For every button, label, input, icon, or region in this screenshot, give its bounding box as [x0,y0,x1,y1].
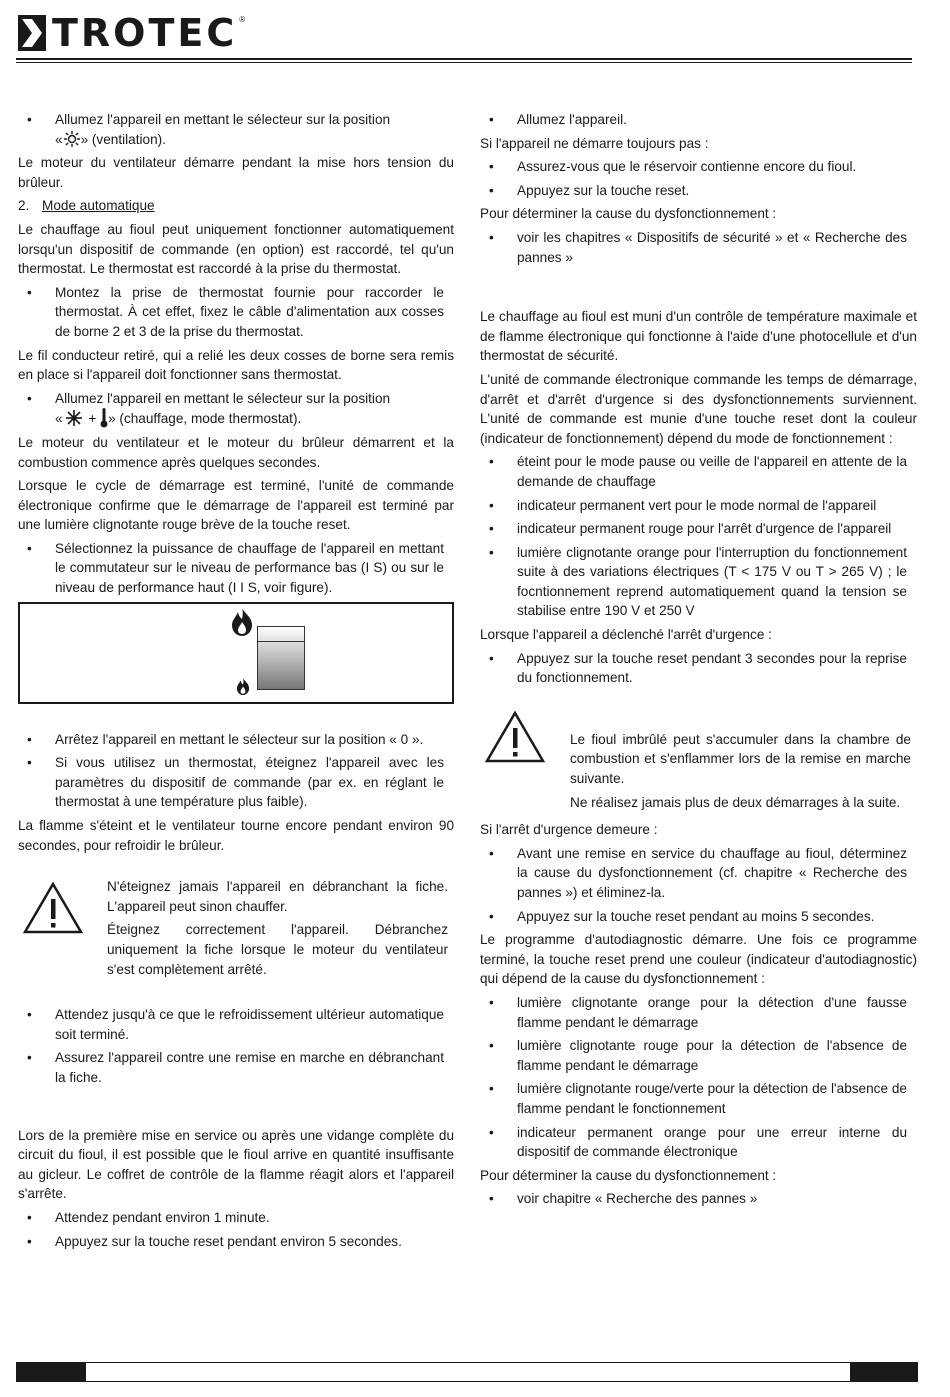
warning-block: Le fioul imbrûlé peut s'accumuler dans la chambre de combustion et s'enflammer lors de la remise en marche suivante. Ne réalisez jamais plus de deux démarrages à la suite. [480,706,917,812]
header-rule [16,58,912,60]
list-item: • Avant une remise en service du chauffage au fioul, déterminez la cause du dysfonctionnement (cf. chapitre « Recherche des pannes ») et éliminez-la. [489,845,907,900]
list-item: • Appuyez sur la touche reset pendant environ 5 secondes. [27,1233,402,1249]
trotec-logo [18,11,246,55]
flame-icon [231,608,253,636]
list-item: • Allumez l'appareil. [489,112,627,127]
list-item: • indicateur permanent rouge pour l'arrêt d'urgence de l'appareil [489,521,892,537]
list-item: • indicateur permanent orange pour une erreur interne du dispositif de commande électronique [489,1124,907,1160]
paragraph: Le moteur du ventilateur et le moteur du brûleur démarrent et la combustion commence après quelques secondes. [18,434,454,470]
performance-switch [257,626,305,690]
list-item: • voir chapitre « Recherche des pannes » [489,1191,758,1207]
sun-fan-icon [63,131,81,147]
list-item: • lumière clignotante rouge/verte pour la détection de l'absence de flamme pendant le fonctionnement [489,1081,907,1116]
power-switch-figure [18,602,454,704]
thermometer-icon [100,408,108,428]
snowflake-icon [63,409,85,427]
brand-name: TROTEC [52,11,238,55]
logo-chevron-icon [18,15,46,51]
list-item: • Allumez l'appareil en mettant le sélecteur sur la position « » (ventilation). [27,112,391,147]
list-item: • Appuyez sur la touche reset. [489,182,690,198]
paragraph: Le programme d'autodiagnostic démarre. Une fois ce programme terminé, la touche reset prend une couleur (indicateur d'autodiagnostic) qui dépend de la cause du dysfonctionnement : [480,932,917,987]
list-item: • Appuyez sur la touche reset pendant au moins 5 secondes. [489,908,875,924]
page-header [0,0,950,70]
list-item: • Attendez jusqu'à ce que le refroidissement ultérieur automatique soit terminé. [27,1007,444,1042]
paragraph: Pour déterminer la cause du dysfonctionnement : [480,1167,777,1183]
paragraph: Le fil conducteur retiré, qui a relié les deux cosses de borne sera remis en place si l'appareil doit fonctionner sans thermostat. [18,347,454,383]
list-item: • lumière clignotante orange pour la détection d'une fausse flamme pendant le démarrage [489,994,907,1030]
paragraph: Lorsque l'appareil a déclenché l'arrêt d'urgence : [480,627,772,643]
paragraph: Si l'arrêt d'urgence demeure : [480,822,658,838]
warning-block: N'éteignez jamais l'appareil en débranchant la fiche. L'appareil peut sinon chauffer. Éteignez correctement l'appareil. Débranchez uniquement la fiche lorsque le moteur du ventilateur s'est complètement arrêté. [18,877,454,979]
left-column [18,110,454,1255]
paragraph: La flamme s'éteint et le ventilateur tourne encore pendant environ 90 secondes, pour refroidir le brûleur. [18,818,454,853]
paragraph: L'unité de commande électronique commande les temps de démarrage, d'arrêt et d'arrêt d'urgence si des dysfonctionnements surviennent. L'unité de commande est munie d'une touche reset dont la couleur (indicateur de fonctionnement) dépend du mode de fonctionnement : [480,371,917,446]
list-item: • Sélectionnez la puissance de chauffage de l'appareil en mettant le commutateur sur le niveau de performance bas (I S) ou sur le niveau de performance haut (I I S, voir figure). [27,540,444,596]
list-item: • Assurez l'appareil contre une remise en marche en débranchant la fiche. [27,1050,444,1085]
list-item: • éteint pour le mode pause ou veille de l'appareil en attente de la demande de chauffage [489,454,907,489]
list-item: • lumière clignotante orange pour l'interruption du fonctionnement suite à des variations électriques (T < 175 V ou T > 265 V) ; le focntionnement reprend automatiquement quand la tension se stabilise entre 190 V et 250 V [489,544,907,619]
paragraph: Le chauffage au fioul peut uniquement fonctionner automatiquement lorsqu'un dispositif de commande (en option) est raccordé, tel qu'un thermostat. Le thermostat est raccordé à la prise du thermostat. [18,221,454,277]
paragraph: Si l'appareil ne démarre toujours pas : [480,135,709,151]
footer-bar [86,1362,850,1382]
list-item: • indicateur permanent vert pour le mode normal de l'appareil [489,497,877,513]
paragraph: Lors de la première mise en service ou après une vidange complète du circuit du fioul, il est possible que le fioul arrive en quantité insuffisante au gicleur. Le coffret de contrôle de la flamme réagit alors et l'appareil s'arrête. [18,1127,454,1202]
list-item: • Si vous utilisez un thermostat, éteignez l'appareil avec les paramètres du dispositif de commande (par ex. en réglant le thermostat à une température plus faible). [27,755,444,810]
flame-small-icon [236,678,250,695]
paragraph: Le chauffage au fioul est muni d'un contrôle de température maximale et de flamme électronique qui fonctionne à l'aide d'une photocellule et d'un thermostat de sécurité. [480,309,917,364]
list-item: • lumière clignotante rouge pour la détection de l'absence de flamme pendant le démarrage [489,1038,907,1073]
right-column [480,110,917,1213]
list-item: • Appuyez sur la touche reset pendant 3 secondes pour la reprise du fonctionnement. [489,650,907,686]
page-footer [16,1362,918,1382]
list-item: • Assurez-vous que le réservoir contienne encore du fioul. [489,159,857,175]
paragraph: Lorsque le cycle de démarrage est terminé, l'unité de commande électronique confirme que le démarrage de l'appareil est terminé par une lumière clignotante rouge brève de la touche reset. [18,478,454,533]
warning-triangle-icon [484,710,546,764]
footer-block-left [16,1362,86,1382]
paragraph: Pour déterminer la cause du dysfonctionnement : [480,206,777,222]
paragraph: Le moteur du ventilateur démarre pendant la mise hors tension du brûleur. [18,155,454,190]
list-item: • Arrêtez l'appareil en mettant le sélecteur sur la position « 0 ». [27,731,424,747]
registered-mark: ® [239,14,246,24]
warning-triangle-icon [22,881,84,935]
header-rule-thin [16,62,912,63]
list-item: • Attendez pendant environ 1 minute. [27,1209,270,1225]
footer-block-right [850,1362,918,1382]
numbered-heading: 2. Mode automatique [18,198,155,214]
list-item: • Montez la prise de thermostat fournie pour raccorder le thermostat. À cet effet, fixez le câble d'alimentation aux cosses de borne 2 et 3 de la prise du thermostat. [27,284,444,339]
list-item: • Allumez l'appareil en mettant le sélecteur sur la position « + » (chauffage, mode thermostat). [27,390,391,427]
list-item: • voir les chapitres « Dispositifs de sécurité » et « Recherche des pannes » [489,229,907,265]
